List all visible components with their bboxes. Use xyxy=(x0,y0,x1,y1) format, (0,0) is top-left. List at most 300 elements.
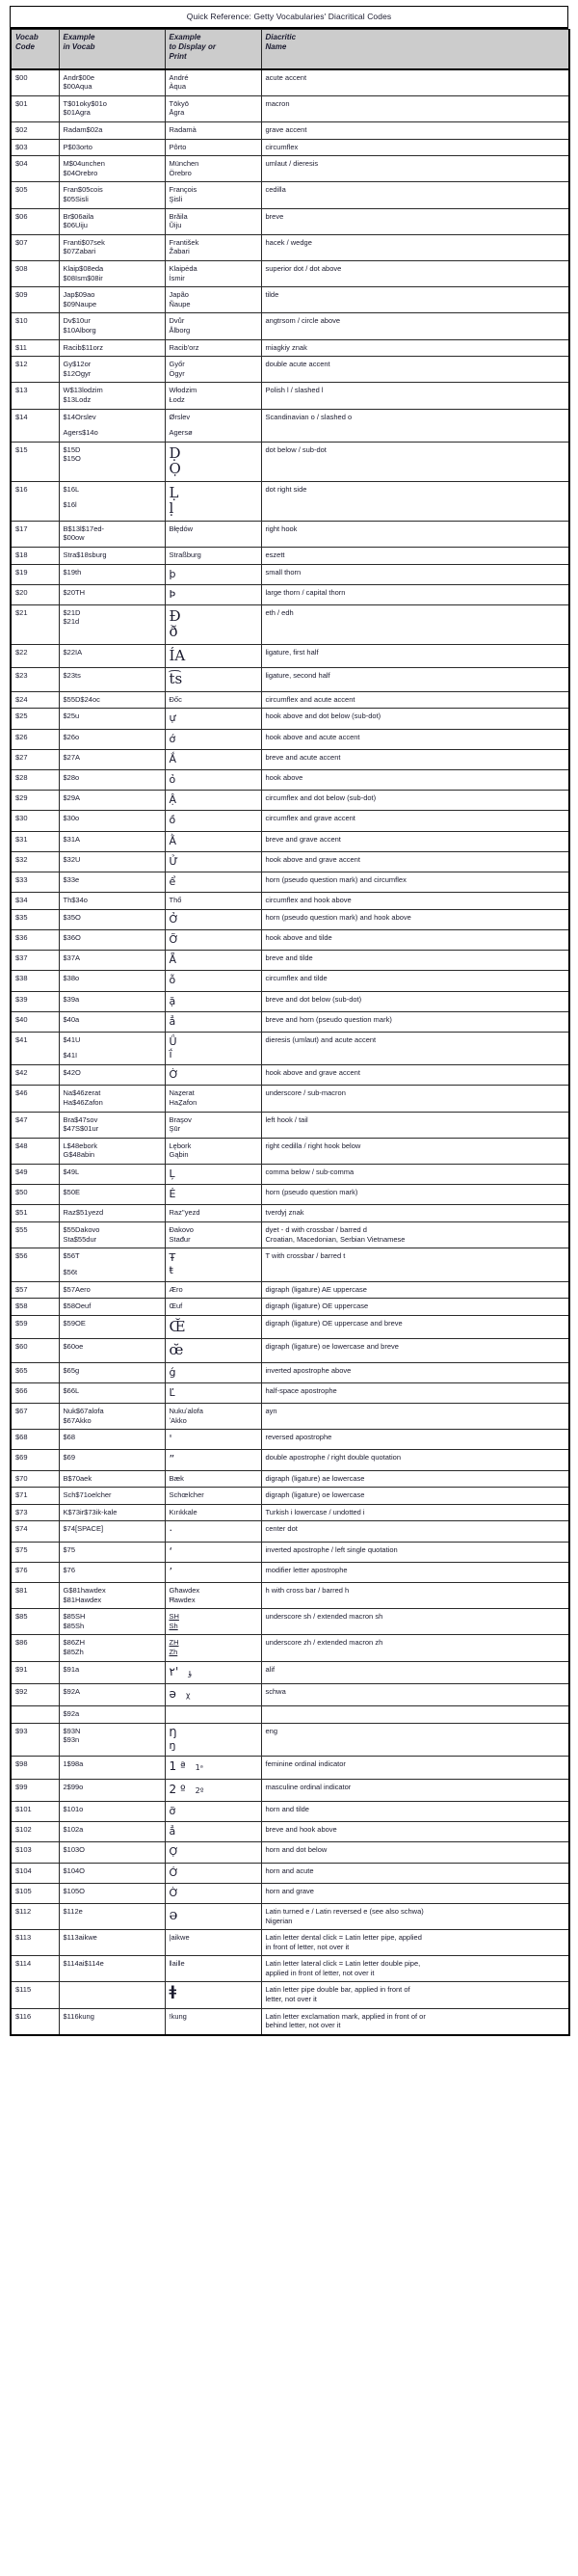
cell-example-to-display xyxy=(165,156,261,182)
cell-example-to-display xyxy=(165,1362,261,1382)
cell-vocab-code xyxy=(11,1706,59,1724)
diacritic-name-line: Latin turned e / Latin reversed e (see also schwa) xyxy=(265,1906,424,1916)
vocab-line: $00Aqua xyxy=(63,82,92,92)
display-glyph: Æro xyxy=(169,1284,183,1294)
table-row xyxy=(11,564,569,584)
diacritic-name-line: hook above and tilde xyxy=(265,932,332,942)
cell-diacritic-name xyxy=(261,1205,569,1222)
vocab-line: $36O xyxy=(63,932,81,942)
cell-example-to-display xyxy=(165,1315,261,1339)
cell-example-to-display xyxy=(165,95,261,121)
diacritic-name-line: breve and dot below (sub-dot) xyxy=(265,994,362,1004)
cell-diacritic-name xyxy=(261,521,569,547)
cell-example-to-display xyxy=(165,584,261,604)
vocab-line: Bra$47sov xyxy=(63,1114,98,1124)
vocab-line: $102a xyxy=(63,1825,84,1835)
cell-diacritic-name xyxy=(261,1450,569,1470)
cell-vocab-code: $42 xyxy=(11,1065,59,1086)
vocab-line: $58Oeuf xyxy=(63,1301,92,1311)
cell-diacritic-name xyxy=(261,1165,569,1185)
cell-example-in-vocab xyxy=(59,521,165,547)
diacritic-name-line: circumflex and hook above xyxy=(265,896,352,905)
cell-diacritic-name xyxy=(261,1362,569,1382)
table-row xyxy=(11,1470,569,1488)
table-row xyxy=(11,1165,569,1185)
diacritic-name-line: Latin letter exclamation mark, applied in front of or xyxy=(265,2011,426,2021)
cell-example-in-vocab xyxy=(59,1842,165,1863)
vocab-line: G$48abin xyxy=(63,1150,95,1160)
cell-diacritic-name xyxy=(261,1382,569,1403)
vocab-line: $21D xyxy=(63,607,81,617)
cell-vocab-code: $05 xyxy=(11,182,59,208)
cell-diacritic-name xyxy=(261,1883,569,1903)
display-glyph: t͡s xyxy=(169,670,183,688)
header-line: Example xyxy=(169,33,201,41)
table-row xyxy=(11,770,569,791)
cell-vocab-code: $55 xyxy=(11,1221,59,1248)
page-title: Quick Reference: Getty Vocabularies' Diacritical Codes xyxy=(10,6,568,29)
vocab-line: $19th xyxy=(63,567,82,577)
display-glyph: Pôrto xyxy=(169,142,187,151)
diacritic-name-line: acute accent xyxy=(265,72,307,82)
diacritic-name-line: circumflex xyxy=(265,142,299,151)
diacritic-name-line: digraph (ligature) ae lowercase xyxy=(265,1473,365,1483)
diacritic-name-line: right cedilla / right hook below xyxy=(265,1140,361,1150)
cell-diacritic-name xyxy=(261,749,569,769)
display-glyph: Þ xyxy=(169,587,176,601)
cell-example-in-vocab xyxy=(59,1299,165,1316)
cell-diacritic-name xyxy=(261,1562,569,1582)
vocab-line: $85Zh xyxy=(63,1647,84,1656)
display-glyph: Āgra xyxy=(169,108,185,118)
cell-example-to-display xyxy=(165,2008,261,2035)
cell-vocab-code: $51 xyxy=(11,1205,59,1222)
display-glyph: Şūr xyxy=(169,1124,181,1134)
display-glyph: 2 º xyxy=(169,1782,186,1796)
display-glyph: Ẵ xyxy=(169,953,177,967)
cell-vocab-code: $41 xyxy=(11,1032,59,1064)
table-row xyxy=(11,1205,569,1222)
cell-vocab-code: $40 xyxy=(11,1011,59,1032)
cell-example-in-vocab xyxy=(59,1956,165,1982)
vocab-line: $21d xyxy=(63,617,80,627)
cell-example-to-display xyxy=(165,851,261,872)
cell-vocab-code: $56 xyxy=(11,1248,59,1281)
vocab-line: G$81hawdex xyxy=(63,1586,106,1596)
cell-example-to-display xyxy=(165,357,261,383)
cell-diacritic-name xyxy=(261,709,569,729)
cell-diacritic-name xyxy=(261,1706,569,1724)
cell-example-to-display xyxy=(165,1299,261,1316)
cell-example-in-vocab xyxy=(59,791,165,811)
vocab-line: $28o xyxy=(63,773,80,783)
cell-example-in-vocab xyxy=(59,156,165,182)
diacritic-name-line: Nigerian xyxy=(265,1916,293,1925)
cell-example-in-vocab xyxy=(59,69,165,96)
cell-vocab-code: $115 xyxy=(11,1982,59,2008)
cell-example-to-display xyxy=(165,1661,261,1683)
vocab-line: B$70aek xyxy=(63,1473,92,1483)
diacritic-name-line: small thorn xyxy=(265,567,302,577)
display-glyph: χ xyxy=(185,1690,191,1700)
table-row xyxy=(11,791,569,811)
diacritic-name-line: horn and acute xyxy=(265,1865,314,1875)
cell-vocab-code: $39 xyxy=(11,991,59,1011)
table-row xyxy=(11,442,569,481)
table-row xyxy=(11,313,569,339)
display-glyph: Đốc xyxy=(169,694,182,704)
cell-diacritic-name xyxy=(261,1065,569,1086)
cell-vocab-code: $36 xyxy=(11,929,59,950)
display-glyph: Ợ xyxy=(169,1845,179,1859)
display-glyph: Ñaupe xyxy=(169,299,191,309)
cell-example-in-vocab xyxy=(59,1470,165,1488)
table-row xyxy=(11,156,569,182)
column-header-example-to-display xyxy=(165,30,261,69)
table-row xyxy=(11,1011,569,1032)
table-row xyxy=(11,1138,569,1164)
diacritic-name-line: large thorn / capital thorn xyxy=(265,587,346,597)
diacritic-name-line: miagkiy znak xyxy=(265,342,307,352)
vocab-line: M$04unchen xyxy=(63,159,105,169)
vocab-line: $42O xyxy=(63,1068,81,1078)
diacritic-name-line: eth / edh xyxy=(265,607,294,617)
cell-example-to-display xyxy=(165,893,261,910)
table-row xyxy=(11,1086,569,1112)
cell-example-to-display xyxy=(165,604,261,644)
vocab-line: $85SH xyxy=(63,1612,86,1622)
table-row xyxy=(11,691,569,709)
display-glyph: ð xyxy=(169,623,178,641)
cell-example-to-display xyxy=(165,831,261,851)
diacritic-name-line: left hook / tail xyxy=(265,1114,308,1124)
table-row xyxy=(11,1562,569,1582)
cell-diacritic-name xyxy=(261,234,569,260)
cell-diacritic-name xyxy=(261,1609,569,1635)
cell-example-in-vocab xyxy=(59,1281,165,1299)
vocab-line: $91a xyxy=(63,1664,80,1674)
vocab-line: $105O xyxy=(63,1886,86,1895)
table-row xyxy=(11,709,569,729)
cell-diacritic-name xyxy=(261,1299,569,1316)
vocab-line: Andr$00e xyxy=(63,72,95,82)
cell-example-to-display xyxy=(165,1382,261,1403)
vocab-line: Fran$05cois xyxy=(63,185,103,195)
cell-example-to-display xyxy=(165,1822,261,1842)
cell-example-to-display xyxy=(165,1221,261,1248)
vocab-line: Radam$02a xyxy=(63,125,103,135)
display-glyph: Ľ xyxy=(169,1385,175,1399)
cell-example-to-display xyxy=(165,1801,261,1821)
diacritic-name-line: ayn xyxy=(265,1407,277,1416)
display-glyph: Ħawdex xyxy=(169,1595,196,1604)
table-row xyxy=(11,1404,569,1430)
table-row xyxy=(11,1822,569,1842)
vocab-line: $23ts xyxy=(63,671,81,681)
cell-example-to-display xyxy=(165,1086,261,1112)
table-row xyxy=(11,409,569,442)
table-row xyxy=(11,749,569,769)
cell-diacritic-name xyxy=(261,770,569,791)
diacritic-name-line: Croatian, Macedonian, Serbian Vietnamese xyxy=(265,1234,406,1244)
vocab-line: T$01oky$01o xyxy=(63,98,107,108)
cell-example-in-vocab xyxy=(59,1863,165,1883)
cell-vocab-code: $93 xyxy=(11,1723,59,1756)
diacritic-name-line: digraph (ligature) oe lowercase and breve xyxy=(265,1342,399,1352)
cell-example-to-display xyxy=(165,409,261,442)
vocab-line: $12Ogyr xyxy=(63,368,92,378)
cell-example-in-vocab xyxy=(59,1248,165,1281)
cell-diacritic-name xyxy=(261,156,569,182)
cell-diacritic-name xyxy=(261,1248,569,1281)
vocab-line: $40a xyxy=(63,1014,80,1024)
table-row xyxy=(11,1930,569,1956)
vocab-line: $38o xyxy=(63,974,80,983)
cell-diacritic-name xyxy=(261,1339,569,1363)
display-glyph: HaẔafon xyxy=(169,1098,197,1108)
vocab-line: $41U xyxy=(63,1034,81,1044)
diacritic-name-line: cedilla xyxy=(265,185,286,195)
cell-example-in-vocab xyxy=(59,1165,165,1185)
display-glyph: Ḍ xyxy=(169,443,181,462)
table-row xyxy=(11,1504,569,1521)
diacritic-name-line: hook above and grave accent xyxy=(265,1068,360,1078)
display-glyph: ʻAkko xyxy=(169,1415,187,1425)
display-glyph: Ỡ xyxy=(169,932,179,946)
cell-vocab-code: $50 xyxy=(11,1185,59,1205)
vocab-line: $93N xyxy=(63,1726,81,1735)
vocab-line: $39a xyxy=(63,994,80,1004)
vocab-line: L$48ebork xyxy=(63,1140,97,1150)
table-row xyxy=(11,893,569,910)
table-row xyxy=(11,1723,569,1756)
cell-vocab-code: $10 xyxy=(11,313,59,339)
display-glyph: Ögyr xyxy=(169,368,185,378)
cell-example-in-vocab xyxy=(59,234,165,260)
display-glyph: Sh xyxy=(169,1621,178,1630)
vocab-line: B$13l$17ed- xyxy=(63,523,105,533)
table-row xyxy=(11,1065,569,1086)
table-row xyxy=(11,139,569,156)
vocab-line: $08Ism$08ir xyxy=(63,273,103,282)
cell-example-in-vocab xyxy=(59,1521,165,1542)
cell-example-in-vocab xyxy=(59,442,165,481)
cell-example-in-vocab xyxy=(59,872,165,892)
vocab-line: Na$46zerat xyxy=(63,1088,101,1098)
cell-example-in-vocab xyxy=(59,1982,165,2008)
header-line: Vocab xyxy=(15,33,39,41)
cell-diacritic-name xyxy=(261,1521,569,1542)
header-line: Name xyxy=(265,42,287,52)
cell-example-to-display xyxy=(165,991,261,1011)
table-row xyxy=(11,547,569,564)
table-row xyxy=(11,584,569,604)
table-row xyxy=(11,521,569,547)
cell-example-in-vocab xyxy=(59,893,165,910)
cell-vocab-code: $67 xyxy=(11,1404,59,1430)
diacritic-name-line: eng xyxy=(265,1726,278,1735)
cell-vocab-code: $04 xyxy=(11,156,59,182)
table-row xyxy=(11,668,569,692)
table-row xyxy=(11,1982,569,2008)
diacritic-name-line: breve and horn (pseudo question mark) xyxy=(265,1014,392,1024)
vocab-line: $66L xyxy=(63,1385,80,1395)
diacritic-name-line: circumflex and tilde xyxy=(265,974,328,983)
cell-example-in-vocab xyxy=(59,811,165,831)
vocab-line: $47S$01ur xyxy=(63,1124,99,1134)
cell-diacritic-name xyxy=(261,1430,569,1450)
display-glyph: 1 ª xyxy=(169,1759,186,1774)
display-glyph: Ắ xyxy=(169,752,177,765)
cell-example-to-display xyxy=(165,1248,261,1281)
cell-example-in-vocab xyxy=(59,1185,165,1205)
table-row xyxy=(11,1221,569,1248)
display-glyph: Ålborg xyxy=(169,325,191,335)
display-glyph: ự xyxy=(169,711,176,725)
cell-example-in-vocab xyxy=(59,668,165,692)
vocab-line: $15O xyxy=(63,454,81,464)
cell-example-to-display xyxy=(165,644,261,668)
cell-diacritic-name xyxy=(261,1086,569,1112)
cell-example-to-display xyxy=(165,313,261,339)
display-glyph: Ørslev xyxy=(169,412,191,421)
cell-example-to-display xyxy=(165,208,261,234)
cell-example-in-vocab xyxy=(59,1583,165,1609)
cell-diacritic-name xyxy=(261,1982,569,2008)
cell-example-to-display xyxy=(165,287,261,313)
table-row xyxy=(11,811,569,831)
cell-vocab-code: $06 xyxy=(11,208,59,234)
cell-diacritic-name xyxy=(261,547,569,564)
cell-vocab-code: $70 xyxy=(11,1470,59,1488)
cell-example-to-display xyxy=(165,1404,261,1430)
display-glyph: Ằ xyxy=(169,834,177,847)
vocab-line: Klaip$08eda xyxy=(63,264,104,274)
cell-diacritic-name xyxy=(261,1903,569,1929)
display-glyph: Naẕerat xyxy=(169,1088,195,1098)
cell-vocab-code: $13 xyxy=(11,383,59,409)
display-glyph: Għawdex xyxy=(169,1586,200,1596)
vocab-line: Racib$11orz xyxy=(63,342,104,352)
display-glyph: Ử xyxy=(169,854,178,868)
vocab-line: $15D xyxy=(63,444,81,454)
display-glyph: Ǘ xyxy=(169,1034,177,1048)
display-glyph: Ŋ xyxy=(169,1726,177,1739)
cell-example-to-display xyxy=(165,1185,261,1205)
diacritic-name-line: feminine ordinal indicator xyxy=(265,1759,346,1769)
cell-vocab-code: $113 xyxy=(11,1930,59,1956)
vocab-line: $09Naupe xyxy=(63,299,97,309)
table-row xyxy=(11,1956,569,1982)
cell-example-in-vocab xyxy=(59,1661,165,1683)
cell-example-to-display xyxy=(165,1138,261,1164)
cell-example-in-vocab xyxy=(59,1032,165,1064)
table-row xyxy=(11,234,569,260)
cell-example-to-display xyxy=(165,1165,261,1185)
diacritic-name-line: hook above and dot below (sub-dot) xyxy=(265,711,381,721)
table-row xyxy=(11,1362,569,1382)
header-line: Code xyxy=(15,42,35,52)
display-glyph: Đakovo xyxy=(169,1224,194,1234)
vocab-line: $50E xyxy=(63,1188,81,1197)
table-row xyxy=(11,208,569,234)
cell-example-in-vocab xyxy=(59,1822,165,1842)
cell-example-in-vocab xyxy=(59,1112,165,1138)
vocab-line: Sta$55dur xyxy=(63,1234,97,1244)
display-glyph: ḷ xyxy=(169,499,174,518)
cell-example-in-vocab xyxy=(59,1903,165,1929)
display-glyph: Thổ xyxy=(169,896,182,905)
table-row xyxy=(11,1299,569,1316)
cell-example-in-vocab xyxy=(59,991,165,1011)
cell-example-in-vocab xyxy=(59,208,165,234)
display-glyph: Œ̆ xyxy=(169,1317,186,1335)
cell-vocab-code: $74 xyxy=(11,1521,59,1542)
table-row xyxy=(11,1521,569,1542)
cell-diacritic-name xyxy=(261,644,569,668)
cell-example-in-vocab xyxy=(59,1339,165,1363)
cell-diacritic-name xyxy=(261,584,569,604)
cell-diacritic-name xyxy=(261,1863,569,1883)
cell-diacritic-name xyxy=(261,729,569,749)
vocab-line: W$13lodzim xyxy=(63,386,103,395)
table-row xyxy=(11,951,569,971)
vocab-line: Jap$09ao xyxy=(63,290,95,300)
cell-vocab-code: $105 xyxy=(11,1883,59,1903)
cell-diacritic-name xyxy=(261,668,569,692)
diacritic-name-line: behind letter, not over it xyxy=(265,2021,341,2030)
cell-example-in-vocab xyxy=(59,481,165,521)
display-glyph: ể xyxy=(169,874,176,888)
cell-vocab-code: $102 xyxy=(11,1822,59,1842)
cell-example-to-display xyxy=(165,1542,261,1562)
display-glyph: Lębork xyxy=(169,1140,192,1150)
cell-example-in-vocab xyxy=(59,1504,165,1521)
display-glyph: Schœlcher xyxy=(169,1490,204,1500)
cell-example-in-vocab xyxy=(59,1609,165,1635)
vocab-line: Gy$12or xyxy=(63,360,92,369)
diacritic-name-line: inverted apostrophe above xyxy=(265,1365,352,1375)
cell-diacritic-name xyxy=(261,2008,569,2035)
display-glyph: · xyxy=(169,1524,172,1538)
display-glyph: Şisli xyxy=(169,195,183,204)
cell-vocab-code: $71 xyxy=(11,1488,59,1505)
display-glyph: München xyxy=(169,159,199,169)
vocab-line: $20TH xyxy=(63,587,86,597)
display-glyph: Àqua xyxy=(169,82,187,92)
diacritic-name-line: T with crossbar / barred t xyxy=(265,1251,346,1261)
table-row xyxy=(11,122,569,140)
cell-vocab-code: $37 xyxy=(11,951,59,971)
cell-vocab-code: $26 xyxy=(11,729,59,749)
display-pair xyxy=(170,1665,257,1679)
diacritic-name-line: dieresis (umlaut) and acute accent xyxy=(265,1034,377,1044)
cell-vocab-code: $91 xyxy=(11,1661,59,1683)
diacritic-name-line: horn (pseudo question mark) and hook above xyxy=(265,912,411,922)
vocab-line: Th$34o xyxy=(63,896,88,905)
display-glyph: ə xyxy=(169,1905,178,1923)
display-glyph: František xyxy=(169,237,199,247)
cell-diacritic-name xyxy=(261,357,569,383)
vocab-line: $10Alborg xyxy=(63,325,96,335)
header-line: to Display or xyxy=(169,42,216,52)
diacritic-name-line: in front of letter, not over it xyxy=(265,1942,350,1951)
cell-diacritic-name xyxy=(261,481,569,521)
diacritic-name-line: masculine ordinal indicator xyxy=(265,1782,352,1791)
vocab-line: $56t xyxy=(63,1267,78,1276)
cell-diacritic-name xyxy=(261,929,569,950)
diacritic-name-line: Latin letter pipe double bar, applied in front of xyxy=(265,1985,410,1995)
